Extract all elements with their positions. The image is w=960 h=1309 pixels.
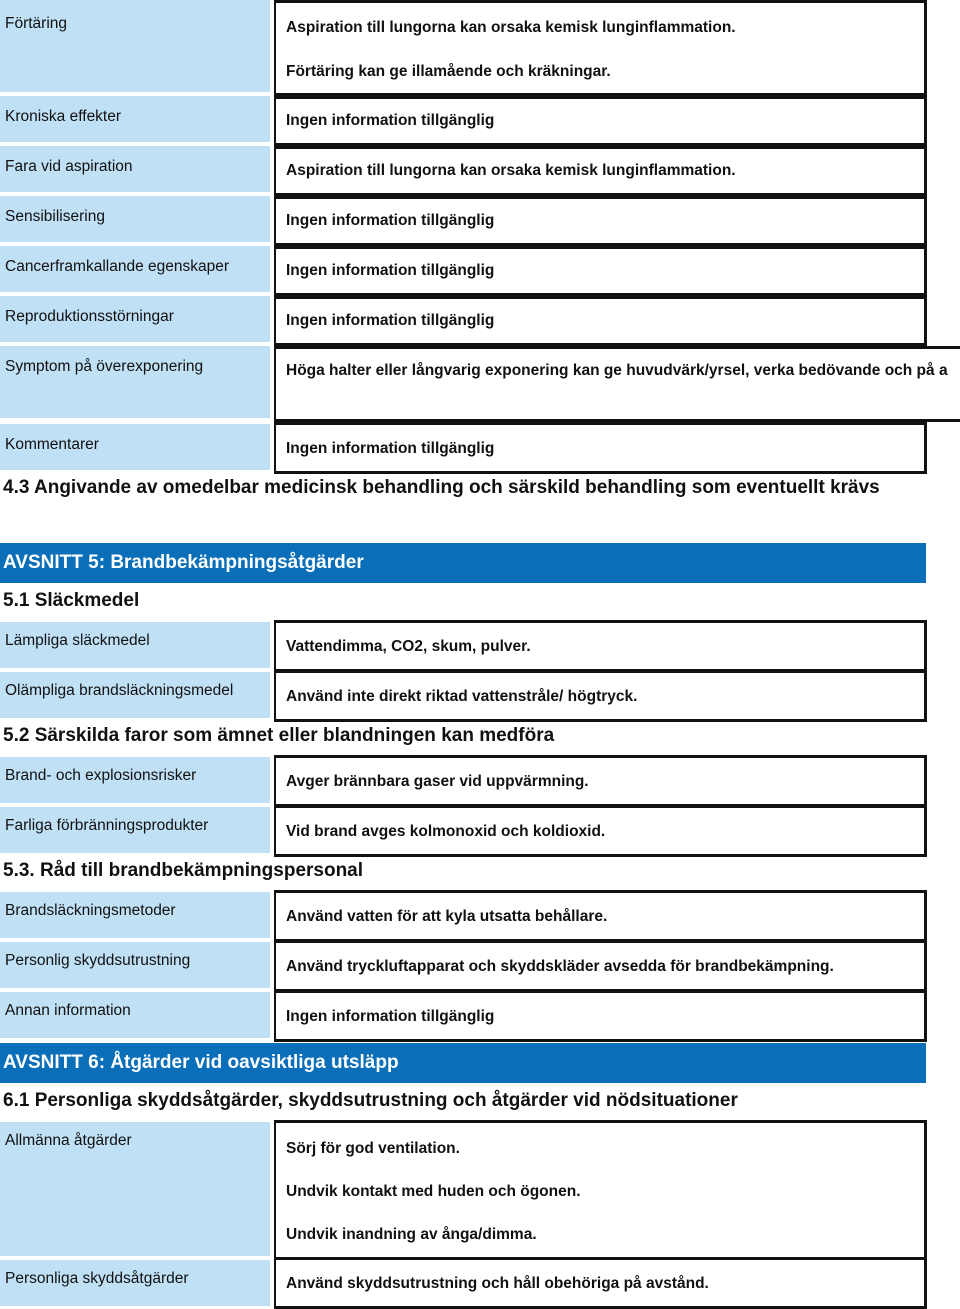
label-sensibilisering: Sensibilisering [0,196,270,242]
label-reproduktionsstorningar: Reproduktionsstörningar [0,296,270,342]
heading-4-3: 4.3 Angivande av omedelbar medicinsk behandling och särskild behandling som eventuellt krävs [3,477,880,498]
value-reproduktionsstorningar: Ingen information tillgänglig [274,296,927,346]
value-sensibilisering: Ingen information tillgänglig [274,196,927,246]
label-symptom: Symptom på överexponering [0,346,270,418]
value-symptom: Höga halter eller långvarig exponering kan ge huvudvärk/yrsel, verka bedövande och på a [274,346,960,422]
value-personliga-skyddsatgarder: Använd skyddsutrustning och håll obehöriga på avstånd. [274,1257,927,1309]
label-farliga-forbranningsprodukter: Farliga förbränningsprodukter [0,807,270,853]
value-allmanna-line1: Sörj för god ventilation. [286,1140,460,1157]
section-5-header: AVSNITT 5: Brandbekämpningsåtgärder [0,543,926,583]
value-brandslackningsmetoder: Använd vatten för att kyla utsatta behållare. [274,890,927,942]
value-cancerframkallande: Ingen information tillgänglig [274,246,927,296]
label-personlig-skyddsutrustning: Personlig skyddsutrustning [0,942,270,988]
label-fara-vid-aspiration: Fara vid aspiration [0,146,270,192]
label-brand-explosionsrisker: Brand- och explosionsrisker [0,757,270,803]
value-fortaring-line2: Förtäring kan ge illamående och kräkningar. [286,63,611,80]
section-6-header: AVSNITT 6: Åtgärder vid oavsiktliga utsläpp [0,1043,926,1083]
label-cancerframkallande: Cancerframkallande egenskaper [0,246,270,292]
value-annan-information: Ingen information tillgänglig [274,990,927,1042]
label-personliga-skyddsatgarder: Personliga skyddsåtgärder [0,1260,270,1306]
value-fortaring-line1: Aspiration till lungorna kan orsaka kemisk lunginflammation. [286,19,736,36]
value-farliga-forbranningsprodukter: Vid brand avges kolmonoxid och koldioxid. [274,805,927,857]
label-kroniska-effekter: Kroniska effekter [0,96,270,142]
heading-5-2: 5.2 Särskilda faror som ämnet eller blandningen kan medföra [3,725,555,746]
value-olampliga-brandslackningsmedel: Använd inte direkt riktad vattenstråle/ högtryck. [274,670,927,722]
value-lampliga-slackmedel: Vattendimma, CO2, skum, pulver. [274,620,927,672]
label-brandslackningsmetoder: Brandsläckningsmetoder [0,892,270,938]
value-kommentarer: Ingen information tillgänglig [274,422,927,474]
label-allmanna-atgarder: Allmänna åtgärder [0,1122,270,1256]
heading-5-1: 5.1 Släckmedel [3,590,140,611]
label-lampliga-slackmedel: Lämpliga släckmedel [0,622,270,668]
value-brand-explosionsrisker: Avger brännbara gaser vid uppvärmning. [274,755,927,807]
value-allmanna-atgarder [274,1120,927,1260]
value-fortaring [274,0,927,96]
value-allmanna-line2: Undvik kontakt med huden och ögonen. [286,1183,581,1200]
value-personlig-skyddsutrustning: Använd tryckluftapparat och skyddskläder avsedda för brandbekämpning. [274,940,927,992]
value-fara-vid-aspiration: Aspiration till lungorna kan orsaka kemisk lunginflammation. [274,146,927,196]
label-kommentarer: Kommentarer [0,424,270,470]
heading-5-3: 5.3. Råd till brandbekämpningspersonal [3,860,364,881]
heading-6-1: 6.1 Personliga skyddsåtgärder, skyddsutrustning och åtgärder vid nödsituationer [3,1090,738,1111]
label-olampliga-brandslackningsmedel: Olämpliga brandsläckningsmedel [0,672,270,718]
label-fortaring: Förtäring [0,0,270,92]
value-allmanna-line3: Undvik inandning av ånga/dimma. [286,1226,537,1243]
label-annan-information: Annan information [0,992,270,1038]
value-kroniska-effekter: Ingen information tillgänglig [274,96,927,146]
